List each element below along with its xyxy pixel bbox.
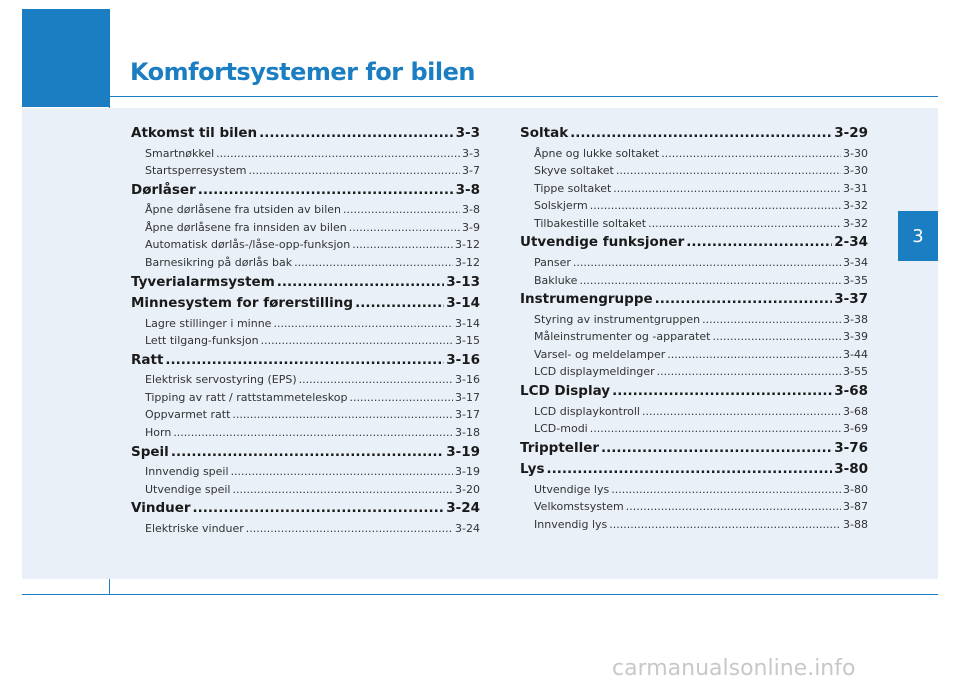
dot-leader xyxy=(616,162,841,180)
toc-subsection-entry[interactable] xyxy=(131,254,480,272)
toc-page-number: 3-80 xyxy=(834,461,868,478)
toc-section-entry[interactable] xyxy=(520,459,868,481)
toc-subsection-entry[interactable] xyxy=(520,328,868,346)
toc-entry-label: Elektriske vinduer xyxy=(145,521,244,535)
dot-leader xyxy=(246,520,453,538)
toc-page-number: 3-44 xyxy=(843,347,868,361)
dot-leader xyxy=(626,498,841,516)
toc-entry-label: Velkomstsystem xyxy=(534,500,624,514)
toc-entry-label: Solskjerm xyxy=(534,199,588,213)
toc-subsection-entry[interactable] xyxy=(131,389,480,407)
toc-subsection-entry[interactable] xyxy=(131,463,480,481)
toc-subsection-entry[interactable] xyxy=(520,215,868,233)
dot-leader xyxy=(661,145,841,163)
toc-subsection-entry[interactable] xyxy=(131,424,480,442)
dot-leader xyxy=(193,498,445,520)
dot-leader xyxy=(273,315,453,333)
dot-leader xyxy=(655,289,833,311)
toc-section-entry[interactable] xyxy=(520,438,868,460)
dot-leader xyxy=(648,215,841,233)
dot-leader xyxy=(352,236,453,254)
toc-page-number: 3-30 xyxy=(843,146,868,160)
toc-entry-label: Innvendig lys xyxy=(534,517,608,531)
toc-page-number: 3-12 xyxy=(455,238,480,252)
toc-page-number: 3-68 xyxy=(834,383,868,400)
toc-entry-label: Barnesikring på dørlås bak xyxy=(145,255,293,269)
toc-page-number: 3-69 xyxy=(843,422,868,436)
dot-leader xyxy=(612,381,832,403)
toc-page-number: 3-55 xyxy=(843,365,868,379)
toc-page-number: 3-35 xyxy=(843,273,868,287)
toc-entry-label: Utvendige speil xyxy=(145,482,231,496)
toc-page-number: 3-17 xyxy=(455,408,480,422)
toc-section-entry[interactable] xyxy=(131,293,480,315)
dot-leader xyxy=(570,123,832,145)
toc-subsection-entry[interactable] xyxy=(131,520,480,538)
toc-entry-label: Trippteller xyxy=(520,439,600,456)
toc-page-number: 3-34 xyxy=(843,255,868,269)
toc-page-number: 3-38 xyxy=(843,312,868,326)
toc-entry-label: Panser xyxy=(534,255,571,269)
toc-entry-label: Måleinstrumenter og -apparatet xyxy=(534,330,711,344)
toc-section-entry[interactable] xyxy=(131,180,480,202)
dot-leader xyxy=(294,254,453,272)
toc-page-number: 3-80 xyxy=(843,482,868,496)
toc-page-number: 3-3 xyxy=(462,146,480,160)
dot-leader xyxy=(573,254,841,272)
dot-leader xyxy=(173,424,453,442)
toc-page-number: 3-9 xyxy=(462,220,480,234)
watermark-text: carmanualsonline.info xyxy=(612,656,856,681)
toc-page-number: 3-37 xyxy=(834,291,868,308)
toc-page-number: 3-30 xyxy=(843,164,868,178)
toc-section-entry[interactable] xyxy=(131,272,480,294)
toc-page-number: 3-31 xyxy=(843,181,868,195)
chapter-tab[interactable]: 3 xyxy=(898,211,938,261)
dot-leader xyxy=(299,371,453,389)
dot-leader xyxy=(198,180,454,202)
toc-entry-label: LCD-modi xyxy=(534,422,588,436)
dot-leader xyxy=(277,272,444,294)
dot-leader xyxy=(667,346,841,364)
toc-entry-label: Startsperresystem xyxy=(145,164,247,178)
toc-entry-label: Soltak xyxy=(520,125,569,141)
toc-entry-label: Tipping av ratt / rattstammeteleskop xyxy=(145,390,348,404)
toc-page-number: 3-18 xyxy=(455,426,480,440)
toc-section-entry[interactable] xyxy=(520,232,868,254)
toc-subsection-entry[interactable] xyxy=(520,254,868,272)
toc-page-number: 3-14 xyxy=(455,316,480,330)
toc-page-number: 2-34 xyxy=(834,234,868,251)
toc-section-entry[interactable] xyxy=(131,498,480,520)
page-title: Komfortsystemer for bilen xyxy=(130,58,475,86)
toc-entry-label: LCD displaymeldinger xyxy=(534,365,655,379)
bottom-divider xyxy=(22,594,938,595)
toc-section-entry[interactable] xyxy=(131,350,480,372)
dot-leader xyxy=(233,481,454,499)
toc-page-number: 3-7 xyxy=(462,164,480,178)
toc-entry-label: LCD Display xyxy=(520,383,611,400)
dot-leader xyxy=(259,123,453,145)
toc-subsection-entry[interactable] xyxy=(520,162,868,180)
toc-subsection-entry[interactable] xyxy=(520,272,868,290)
toc-subsection-entry[interactable] xyxy=(131,201,480,219)
dot-leader xyxy=(232,406,453,424)
toc-entry-label: Oppvarmet ratt xyxy=(145,408,231,422)
toc-subsection-entry[interactable] xyxy=(131,371,480,389)
toc-subsection-entry[interactable] xyxy=(131,236,480,254)
toc-entry-label: Tippe soltaket xyxy=(534,181,612,195)
toc-entry-label: Lys xyxy=(520,461,545,478)
toc-entry-label: Åpne dørlåsene fra innsiden av bilen xyxy=(145,220,347,234)
toc-entry-label: Speil xyxy=(131,443,169,460)
dot-leader xyxy=(349,389,453,407)
toc-section-entry[interactable] xyxy=(520,123,868,145)
toc-entry-label: Åpne dørlåsene fra utsiden av bilen xyxy=(145,203,342,217)
toc-subsection-entry[interactable] xyxy=(520,197,868,215)
toc-subsection-entry[interactable] xyxy=(520,403,868,421)
toc-subsection-entry[interactable] xyxy=(131,332,480,350)
toc-subsection-entry[interactable] xyxy=(131,145,480,163)
toc-entry-label: Tyverialarmsystem xyxy=(131,273,275,290)
dot-leader xyxy=(579,272,841,290)
dot-leader xyxy=(171,442,444,464)
dot-leader xyxy=(355,293,444,315)
toc-subsection-entry[interactable] xyxy=(520,180,868,198)
toc-subsection-entry[interactable] xyxy=(520,516,868,534)
dot-leader xyxy=(642,403,841,421)
toc-page-number: 3-39 xyxy=(843,330,868,344)
toc-entry-label: Automatisk dørlås-/låse-opp-funksjon xyxy=(145,238,351,252)
dot-leader xyxy=(712,328,841,346)
toc-entry-label: Innvendig speil xyxy=(145,465,229,479)
toc-entry-label: Ratt xyxy=(131,351,164,368)
toc-page-number: 3-19 xyxy=(455,465,480,479)
toc-entry-label: Elektrisk servostyring (EPS) xyxy=(145,373,297,387)
toc-page-number: 3-8 xyxy=(462,203,480,217)
dot-leader xyxy=(657,363,841,381)
toc-entry-label: Lagre stillinger i minne xyxy=(145,316,272,330)
dot-leader xyxy=(349,219,460,237)
header-color-block xyxy=(22,9,109,107)
toc-page-number: 3-24 xyxy=(455,521,480,535)
dot-leader xyxy=(216,145,460,163)
toc-subsection-entry[interactable] xyxy=(520,311,868,329)
dot-leader xyxy=(547,459,833,481)
toc-entry-label: Smartnøkkel xyxy=(145,146,215,160)
dot-leader xyxy=(609,516,841,534)
dot-leader xyxy=(611,481,841,499)
toc-left-column xyxy=(131,123,480,537)
toc-page-number: 3-16 xyxy=(446,351,480,368)
dot-leader xyxy=(686,232,832,254)
toc-page-number: 3-17 xyxy=(455,390,480,404)
toc-entry-label: Vinduer xyxy=(131,500,191,517)
toc-entry-label: Utvendige lys xyxy=(534,482,610,496)
toc-page-number: 3-32 xyxy=(843,216,868,230)
toc-entry-label: Utvendige funksjoner xyxy=(520,234,685,251)
toc-page-number: 3-15 xyxy=(455,334,480,348)
toc-page-number: 3-24 xyxy=(446,500,480,517)
toc-subsection-entry[interactable] xyxy=(520,498,868,516)
dot-leader xyxy=(165,350,444,372)
dot-leader xyxy=(601,438,832,460)
toc-entry-label: Skyve soltaket xyxy=(534,164,614,178)
toc-subsection-entry[interactable] xyxy=(131,315,480,333)
toc-page-number: 3-3 xyxy=(455,125,480,141)
toc-page-number: 3-16 xyxy=(455,373,480,387)
toc-page-number: 3-88 xyxy=(843,517,868,531)
toc-subsection-entry[interactable] xyxy=(520,346,868,364)
title-divider xyxy=(109,96,938,97)
toc-right-column xyxy=(520,123,868,534)
toc-page-number: 3-14 xyxy=(446,295,480,312)
toc-subsection-entry[interactable] xyxy=(131,162,480,180)
toc-section-entry[interactable] xyxy=(520,381,868,403)
toc-page-number: 3-68 xyxy=(843,404,868,418)
toc-page-number: 3-76 xyxy=(834,439,868,456)
toc-section-entry[interactable] xyxy=(131,442,480,464)
toc-page-number: 3-12 xyxy=(455,255,480,269)
toc-subsection-entry[interactable] xyxy=(520,420,868,438)
toc-subsection-entry[interactable] xyxy=(520,363,868,381)
toc-subsection-entry[interactable] xyxy=(520,145,868,163)
dot-leader xyxy=(613,180,841,198)
toc-page-number: 3-13 xyxy=(446,273,480,290)
toc-entry-label: Horn xyxy=(145,426,172,440)
toc-entry-label: Styring av instrumentgruppen xyxy=(534,312,701,326)
dot-leader xyxy=(590,197,841,215)
toc-entry-label: Minnesystem for førerstilling xyxy=(131,295,354,312)
toc-entry-label: Bakluke xyxy=(534,273,578,287)
toc-page-number: 3-32 xyxy=(843,199,868,213)
toc-entry-label: LCD displaykontroll xyxy=(534,404,640,418)
dot-leader xyxy=(231,463,453,481)
dot-leader xyxy=(702,311,841,329)
toc-page-number: 3-29 xyxy=(834,125,868,141)
toc-entry-label: Åpne og lukke soltaket xyxy=(534,146,660,160)
dot-leader xyxy=(261,332,453,350)
dot-leader xyxy=(249,162,461,180)
toc-entry-label: Varsel- og meldelamper xyxy=(534,347,666,361)
toc-page-number: 3-19 xyxy=(446,443,480,460)
toc-subsection-entry[interactable] xyxy=(131,219,480,237)
toc-page-number: 3-8 xyxy=(455,181,480,198)
toc-page-number: 3-20 xyxy=(455,482,480,496)
toc-page-number: 3-87 xyxy=(843,500,868,514)
toc-subsection-entry[interactable] xyxy=(131,481,480,499)
toc-entry-label: Tilbakestille soltaket xyxy=(534,216,647,230)
toc-section-entry[interactable] xyxy=(520,289,868,311)
toc-entry-label: Dørlåser xyxy=(131,181,196,198)
dot-leader xyxy=(343,201,460,219)
toc-entry-label: Atkomst til bilen xyxy=(131,125,258,141)
toc-subsection-entry[interactable] xyxy=(131,406,480,424)
toc-subsection-entry[interactable] xyxy=(520,481,868,499)
toc-section-entry[interactable] xyxy=(131,123,480,145)
dot-leader xyxy=(590,420,841,438)
toc-entry-label: Instrumengruppe xyxy=(520,291,653,308)
toc-entry-label: Lett tilgang-funksjon xyxy=(145,334,259,348)
